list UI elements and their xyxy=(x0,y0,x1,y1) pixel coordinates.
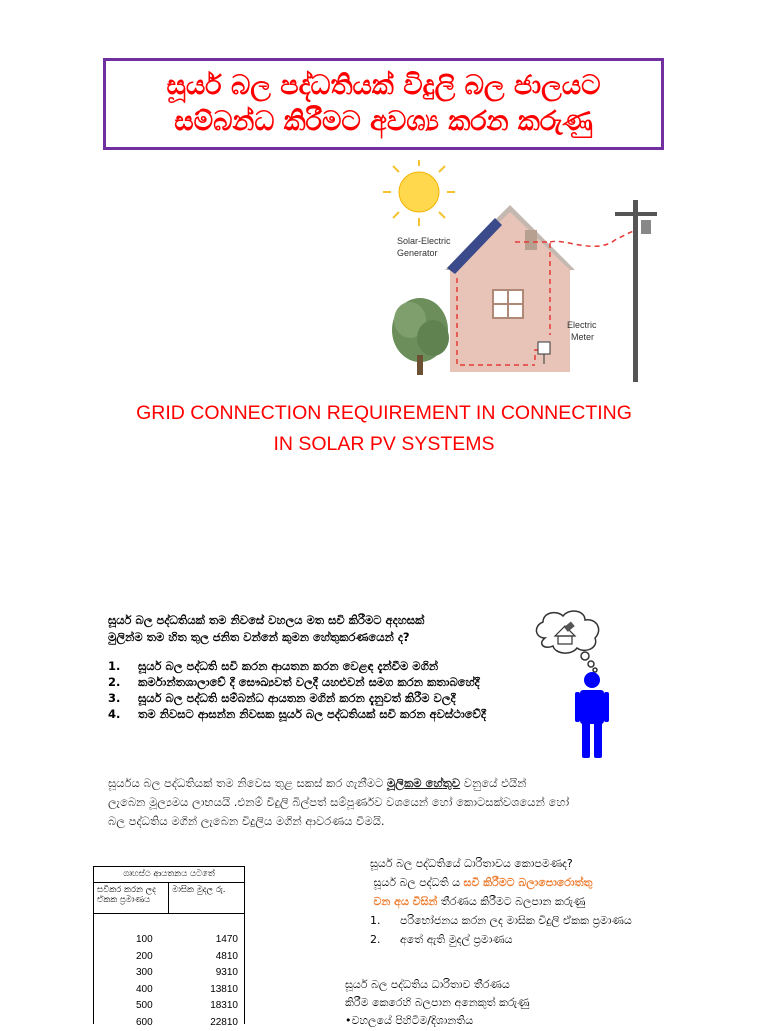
person-icon xyxy=(575,672,609,758)
other-factors-line-2: කිරීම කෙරෙහි බලපාන අනෙකුත් කරුණු xyxy=(345,994,645,1012)
table-row xyxy=(94,932,244,949)
table-row xyxy=(94,1015,244,1031)
paragraph-bold-text: මූලිකම හේතුව xyxy=(387,776,460,790)
english-title-line-1: GRID CONNECTION REQUIREMENT IN CONNECTING xyxy=(60,398,708,429)
item-number: 2. xyxy=(108,674,138,690)
reason-paragraph xyxy=(108,774,628,831)
capacity-highlight: වන අය විසින් xyxy=(374,895,438,908)
item-number: 3. xyxy=(108,690,138,706)
list-item xyxy=(108,658,528,674)
item-text: කර්මාන්තශාලාවේ දී සෞඛ්‍යවත් වලදී යහළුවන් සමග කරන කතාබහේදී xyxy=(138,674,480,690)
item-text: තම නිවසට ආසන්න නිවසක සූර්ය බල පද්ධතියක් සවි කරන අවස්ථාවේදී xyxy=(138,706,486,722)
cell-amount: 22810 xyxy=(169,1015,244,1031)
capacity-heading: සූර්ය බල පද්ධතියේ ධාරිතාවය කොපමණද? xyxy=(370,854,690,873)
paragraph-text: සූර්යය බල පද්ධතියක් තම නිවෙස තුළ සකස් කර ගැනීමට xyxy=(108,776,387,790)
list-item xyxy=(370,911,690,930)
item-text: සූර්ය බල පද්ධති සවි කරන ආයතන කරන වෙළඳ දැන්වීම මගින් xyxy=(138,658,438,674)
capacity-factors-list xyxy=(370,911,690,949)
cell-units: 400 xyxy=(94,982,169,999)
table-row xyxy=(94,982,244,999)
question-block xyxy=(108,612,528,722)
table-row xyxy=(94,965,244,982)
generator-label-2: Generator xyxy=(397,248,438,258)
table-caption: ගෘහස්ථ ආයතනය යටතේ xyxy=(94,867,244,883)
meter-label-1: Electric xyxy=(567,320,597,330)
solar-house-diagram xyxy=(375,160,675,382)
other-factors-line-1: සූර්ය බල පද්ධතිය ධාරිතාව තීරණය xyxy=(345,976,645,994)
tree-icon xyxy=(392,298,449,375)
capacity-line-3 xyxy=(370,892,690,911)
question-options xyxy=(108,658,528,722)
item-text: පරිභෝජනය කරන ලද මාසික විදුලි ඒකක ප්‍රමාණය xyxy=(400,911,632,930)
cell-units: 200 xyxy=(94,949,169,966)
other-factors-line-3: •වහලයේ පිහිටීම/දිශානතිය xyxy=(345,1012,645,1030)
title-box xyxy=(103,58,664,150)
cell-amount: 18310 xyxy=(169,998,244,1015)
sun-icon xyxy=(383,160,455,226)
paragraph-line-3: බල පද්ධතිය මගින් ලැබෙන විදුලිය මගින් ආවරණය වීමයි. xyxy=(108,812,628,831)
question-line-2: මුලින්ම තම හිත තුල ජනිත වන්නේ කුමන හේතුකරණයෙන් ද? xyxy=(108,629,528,646)
paragraph-line-1 xyxy=(108,774,628,793)
table-body xyxy=(94,914,244,1031)
table-header xyxy=(94,883,244,914)
item-text: සූර්ය බල පද්ධති සම්බන්ධ ආයතන මගින් කරන දැනුවත් කිරීම වලදී xyxy=(138,690,456,706)
cell-units: 500 xyxy=(94,998,169,1015)
tariff-table xyxy=(93,866,245,1024)
other-factors-block xyxy=(345,976,645,1030)
capacity-factors-block xyxy=(370,854,690,949)
item-number: 1. xyxy=(108,658,138,674)
cell-amount: 9310 xyxy=(169,965,244,982)
house-icon xyxy=(445,205,575,372)
thinking-person-icon xyxy=(525,608,635,760)
cell-units: 100 xyxy=(94,932,169,949)
cell-amount: 1470 xyxy=(169,932,244,949)
meter-label-2: Meter xyxy=(571,332,594,342)
list-item xyxy=(370,930,690,949)
list-item xyxy=(108,706,528,722)
thought-cloud-icon xyxy=(536,611,598,672)
cell-units: 600 xyxy=(94,1015,169,1031)
list-item xyxy=(108,674,528,690)
table-row xyxy=(94,949,244,966)
question-line-1: සූර්ය බල පද්ධතියක් තම නිවසේ වහලය මත සවි කිරීමට අදහසක් xyxy=(108,612,528,629)
utility-pole-icon xyxy=(615,200,657,382)
capacity-highlight: සවි කිරීමට බලාපොරොත්තු xyxy=(464,876,593,889)
cell-amount: 4810 xyxy=(169,949,244,966)
cell-units: 300 xyxy=(94,965,169,982)
item-number: 2. xyxy=(370,930,400,949)
capacity-text: තීරණය කිරීමට බලපාන කරුණු xyxy=(437,895,585,908)
title-line-2: සම්බන්ධ කිරීමට අවශ්‍ය කරන කරුණු xyxy=(174,104,592,140)
generator-label-1: Solar-Electric xyxy=(397,236,451,246)
paragraph-text: වනුයේ එයින් xyxy=(460,776,526,790)
column-header-amount: මාසික මුදල රු. xyxy=(169,883,244,913)
cell-amount: 13810 xyxy=(169,982,244,999)
column-header-units: සවිකර කරන ලද ඒකක ප්‍රමාණය xyxy=(94,883,169,913)
item-number: 1. xyxy=(370,911,400,930)
title-line-1: සූර්ය බල පද්ධතියක් විදුලි බල ජාලයට xyxy=(166,68,600,104)
english-title xyxy=(60,398,708,460)
english-title-line-2: IN SOLAR PV SYSTEMS xyxy=(60,429,708,460)
paragraph-line-2: ලැබෙන මූල්‍යමය ලාභයයි .එනම් විදුලි බිල්පත් සම්පූර්ණව වශයෙන් හෝ කොටසක්වශයෙන් හෝ xyxy=(108,793,628,812)
capacity-text: සූර්ය බල පද්ධති ය xyxy=(374,876,464,889)
table-row xyxy=(94,998,244,1015)
item-text: අතේ ඇති මුදල් ප්‍රමාණය xyxy=(400,930,513,949)
capacity-line-2 xyxy=(370,873,690,892)
item-number: 4. xyxy=(108,706,138,722)
list-item xyxy=(108,690,528,706)
